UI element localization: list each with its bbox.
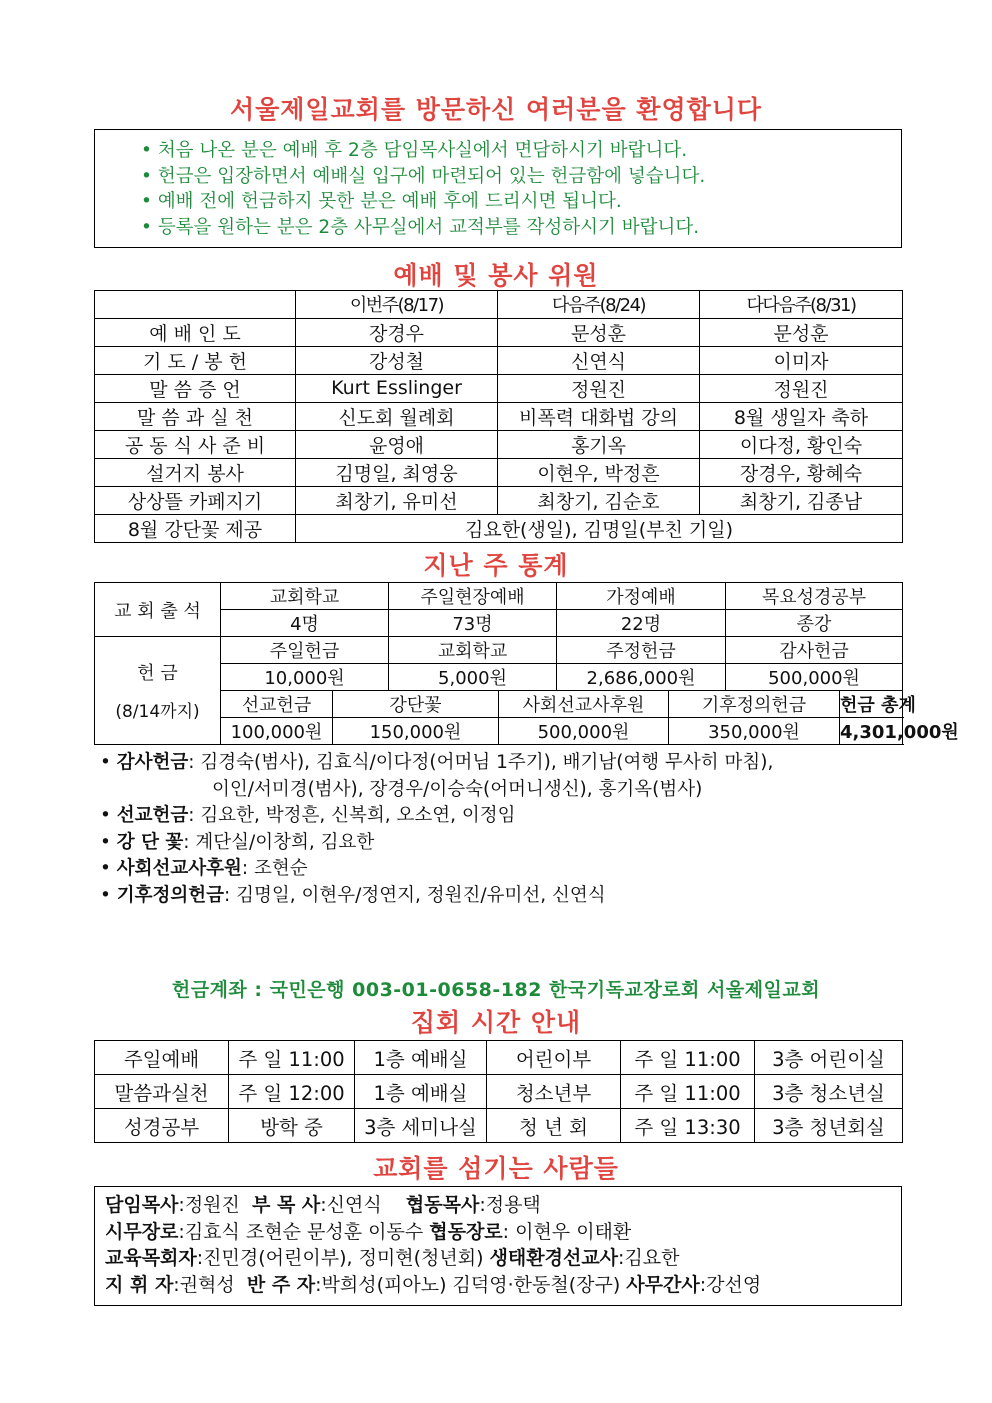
welcome-item: [141, 138, 901, 164]
table-cell: 이미자: [700, 346, 903, 374]
table-row: [95, 374, 903, 402]
table-cell: 3층 세미나실: [355, 1109, 487, 1143]
note-item: • 감사헌금: 김경숙(범사), 김효식/이다정(어머님 1주기), 배기남(여행 무사히 마침),: [100, 752, 774, 773]
table-header: 강단꽃: [333, 691, 499, 718]
table-row: [95, 318, 903, 346]
table-cell: 5,000원: [389, 664, 557, 691]
table-cell: 최창기, 김순호: [498, 486, 700, 514]
table-header: 교회학교: [389, 637, 557, 664]
note-item: • 선교헌금: 김요한, 박정흔, 신복희, 오소연, 이정임: [100, 805, 516, 827]
offering-notes: [100, 750, 773, 910]
table-cell: 주일예배: [95, 1041, 229, 1075]
table-header: 기후정의헌금: [669, 691, 840, 718]
row-label: 상상뜰 카페지기: [95, 486, 296, 514]
staff-names: :정용택: [479, 1194, 541, 1216]
staff-names: : 이현우 이태환: [502, 1220, 632, 1243]
staff-role: 생태환경선교사: [489, 1247, 619, 1270]
table-cell: 정원진: [700, 374, 903, 402]
table-cell: 주 일 11:00: [621, 1075, 755, 1109]
offering-label: [95, 637, 221, 745]
table-cell: 73명: [389, 610, 557, 637]
note-continuation: 이인/서미경(범사), 장경우/이승숙(어머니생신), 홍기옥(범사): [212, 778, 703, 800]
table-header: 선교헌금: [221, 691, 333, 718]
table-header: 감사헌금: [726, 637, 903, 664]
table-cell: 청소년부: [487, 1075, 621, 1109]
note-text: : 조현순: [241, 858, 308, 880]
staff-role: 협동목사: [405, 1194, 480, 1216]
staff-role: 협동장로: [429, 1220, 503, 1243]
staff-box: [94, 1186, 902, 1306]
table-cell: 350,000원: [669, 718, 840, 745]
staff-line: [105, 1272, 901, 1299]
meetings-title: 집회 시간 안내: [410, 1008, 582, 1037]
table-cell: 100,000원: [221, 718, 333, 745]
table-cell: 비폭력 대화법 강의: [498, 402, 700, 430]
row-label: 공 동 식 사 준 비: [95, 430, 296, 458]
note-item: • 기후정의헌금: 김명일, 이현우/정연지, 정원진/유미선, 신연식: [100, 884, 606, 906]
table-cell: 홍기옥: [498, 430, 700, 458]
meetings-table: [94, 1040, 903, 1143]
welcome-item-text: 헌금은 입장하면서 예배실 입구에 마련되어 있는 헌금함에 넣습니다.: [157, 165, 706, 187]
staff-role: 사무간사: [626, 1273, 700, 1296]
table-row: [95, 583, 903, 610]
note-text: : 김명일, 이현우/정연지, 정원진/유미선, 신연식: [224, 884, 606, 906]
staff-line: [105, 1219, 901, 1246]
staff-names: :진민경(어린이부), 정미현(청년회): [196, 1247, 490, 1270]
table-cell: 정원진: [498, 374, 700, 402]
table-cell: 3층 어린이실: [755, 1041, 903, 1075]
note-item: • 강 단 꽃: 계단실/이창희, 김요한: [100, 831, 375, 853]
table-header: 가정예배: [557, 583, 726, 610]
note-text: : 김경숙(범사), 김효식/이다정(어머님 1주기), 배기남(여행 무사히 마침),: [188, 752, 774, 773]
welcome-item-text: 등록을 원하는 분은 2층 사무실에서 교적부를 작성하시기 바랍니다.: [157, 216, 700, 238]
row-label: 기 도 / 봉 헌: [95, 346, 296, 374]
staff-names: :신연식: [320, 1194, 406, 1216]
welcome-item-text: 예배 전에 헌금하지 못한 분은 예배 후에 드리시면 됩니다.: [157, 191, 622, 212]
table-cell: 김명일, 최영웅: [296, 458, 498, 486]
stats-table: [94, 582, 959, 745]
table-cell: 강성철: [296, 346, 498, 374]
table-header: 다음주(8/24): [498, 291, 700, 319]
staff-role: 교육목회자: [105, 1247, 197, 1270]
table-header: 주일현장예배: [389, 583, 557, 610]
table-cell: 종강: [726, 610, 903, 637]
row-label: 말 씀 증 언: [95, 374, 296, 402]
table-cell: 3층 청소년실: [755, 1075, 903, 1109]
table-cell: 문성훈: [498, 318, 700, 346]
staff-names: :강선영: [699, 1273, 762, 1296]
table-cell: 1층 예배실: [355, 1041, 487, 1075]
table-cell: 1층 예배실: [355, 1075, 487, 1109]
table-cell: Kurt Esslinger: [296, 374, 498, 402]
bullet: •: [141, 191, 152, 212]
staff-role: 부 목 사: [251, 1194, 321, 1216]
table-header: 주일헌금: [221, 637, 389, 664]
note-item: • 사회선교사후원: 조현순: [100, 858, 308, 880]
staff-role: 반 주 자: [246, 1273, 316, 1296]
table-cell: 윤영애: [296, 430, 498, 458]
welcome-title: 서울제일교회를 방문하신 여러분을 환영합니다: [229, 95, 763, 124]
table-cell: 500,000원: [499, 718, 669, 745]
staff-names: :정원진: [178, 1194, 252, 1216]
total-header: 헌금 총계: [840, 691, 903, 718]
table-cell: 10,000원: [221, 664, 389, 691]
table-cell: 성경공부: [95, 1109, 229, 1143]
note-label: 감사헌금: [116, 752, 189, 773]
welcome-item: [141, 189, 901, 215]
table-row: [95, 346, 903, 374]
bullet: •: [141, 140, 152, 161]
table-cell: 최창기, 유미선: [296, 486, 498, 514]
table-cell: 3층 청년회실: [755, 1109, 903, 1143]
table-cell: 22명: [557, 610, 726, 637]
table-header: 목요성경공부: [726, 583, 903, 610]
table-row: [95, 458, 903, 486]
welcome-item: [141, 215, 901, 241]
note-label: 선교헌금: [116, 805, 189, 827]
staff-role: 시무장로: [105, 1220, 179, 1243]
table-header: 다다음주(8/31): [700, 291, 903, 319]
table-cell: 주 일 12:00: [229, 1075, 355, 1109]
total-value: 4,301,000원: [840, 718, 903, 745]
table-row: [95, 1109, 903, 1143]
table-cell: 최창기, 김종남: [700, 486, 903, 514]
table-cell: 말씀과실천: [95, 1075, 229, 1109]
offering-account: 헌금계좌 : 국민은행 003-01-0658-182 한국기독교장로회 서울제일교회: [171, 979, 821, 1001]
table-header: 이번주(8/17): [296, 291, 498, 319]
bullet: •: [141, 216, 152, 238]
offering-date: (8/14까지): [115, 702, 200, 722]
table-cell: 신연식: [498, 346, 700, 374]
welcome-box: [94, 129, 902, 248]
table-row: [95, 637, 903, 664]
note-label: 강 단 꽃: [116, 831, 184, 853]
table-cell: 신도회 월례회: [296, 402, 498, 430]
staff-line: [105, 1245, 901, 1272]
service-title: 예배 및 봉사 위원: [393, 261, 599, 290]
welcome-item-text: 처음 나온 분은 예배 후 2층 담임목사실에서 면담하시기 바랍니다.: [157, 140, 688, 161]
staff-line: [105, 1192, 901, 1219]
table-cell: 4명: [221, 610, 389, 637]
service-table: [94, 290, 903, 543]
table-row: [95, 514, 903, 542]
staff-names: :권혁성: [173, 1273, 247, 1296]
staff-role: 담임목사: [105, 1194, 179, 1216]
staff-names: :김효식 조현순 문성훈 이동수: [178, 1220, 430, 1243]
note-label: 기후정의헌금: [116, 884, 225, 906]
row-label: 8월 강단꽃 제공: [95, 514, 296, 542]
table-cell: 문성훈: [700, 318, 903, 346]
attendance-label: 교 회 출 석: [95, 583, 221, 637]
table-cell: 주 일 13:30: [621, 1109, 755, 1143]
stats-title: 지난 주 통계: [423, 551, 569, 580]
offering-label-text: 헌 금: [137, 663, 178, 684]
table-cell: 장경우: [296, 318, 498, 346]
staff-names: :박희성(피아노) 김덕영·한동철(장구): [315, 1273, 627, 1296]
table-header: 사회선교사후원: [499, 691, 669, 718]
table-cell: 이현우, 박정흔: [498, 458, 700, 486]
row-label: 설거지 봉사: [95, 458, 296, 486]
table-header: 주정헌금: [557, 637, 726, 664]
table-cell: 주 일 11:00: [621, 1041, 755, 1075]
row-label: 예 배 인 도: [95, 318, 296, 346]
staff-names: :김요한: [618, 1247, 680, 1270]
table-row: [95, 430, 903, 458]
table-row: [95, 486, 903, 514]
row-label: 말 씀 과 실 천: [95, 402, 296, 430]
table-cell: 어린이부: [487, 1041, 621, 1075]
flower-value: 김요한(생일), 김명일(부친 기일): [296, 514, 903, 542]
table-cell: 장경우, 황혜숙: [700, 458, 903, 486]
note-text: : 김요한, 박정흔, 신복희, 오소연, 이정임: [188, 805, 516, 827]
table-cell: 500,000원: [726, 664, 903, 691]
table-cell: 이다정, 황인숙: [700, 430, 903, 458]
table-cell: [95, 291, 296, 319]
table-cell: 150,000원: [333, 718, 499, 745]
table-row: [95, 402, 903, 430]
bullet: •: [141, 165, 152, 187]
table-row: [95, 291, 903, 319]
table-row: [95, 1041, 903, 1075]
staff-role: 지 휘 자: [105, 1273, 174, 1296]
note-text: : 계단실/이창희, 김요한: [183, 831, 375, 853]
table-cell: 방학 중: [229, 1109, 355, 1143]
table-row: [95, 1075, 903, 1109]
table-cell: 주 일 11:00: [229, 1041, 355, 1075]
table-header: 교회학교: [221, 583, 389, 610]
table-cell: 8월 생일자 축하: [700, 402, 903, 430]
welcome-item: [141, 164, 901, 190]
note-label: 사회선교사후원: [116, 858, 242, 880]
table-cell: 청 년 회: [487, 1109, 621, 1143]
table-cell: 2,686,000원: [557, 664, 726, 691]
staff-title: 교회를 섬기는 사람들: [373, 1154, 619, 1183]
